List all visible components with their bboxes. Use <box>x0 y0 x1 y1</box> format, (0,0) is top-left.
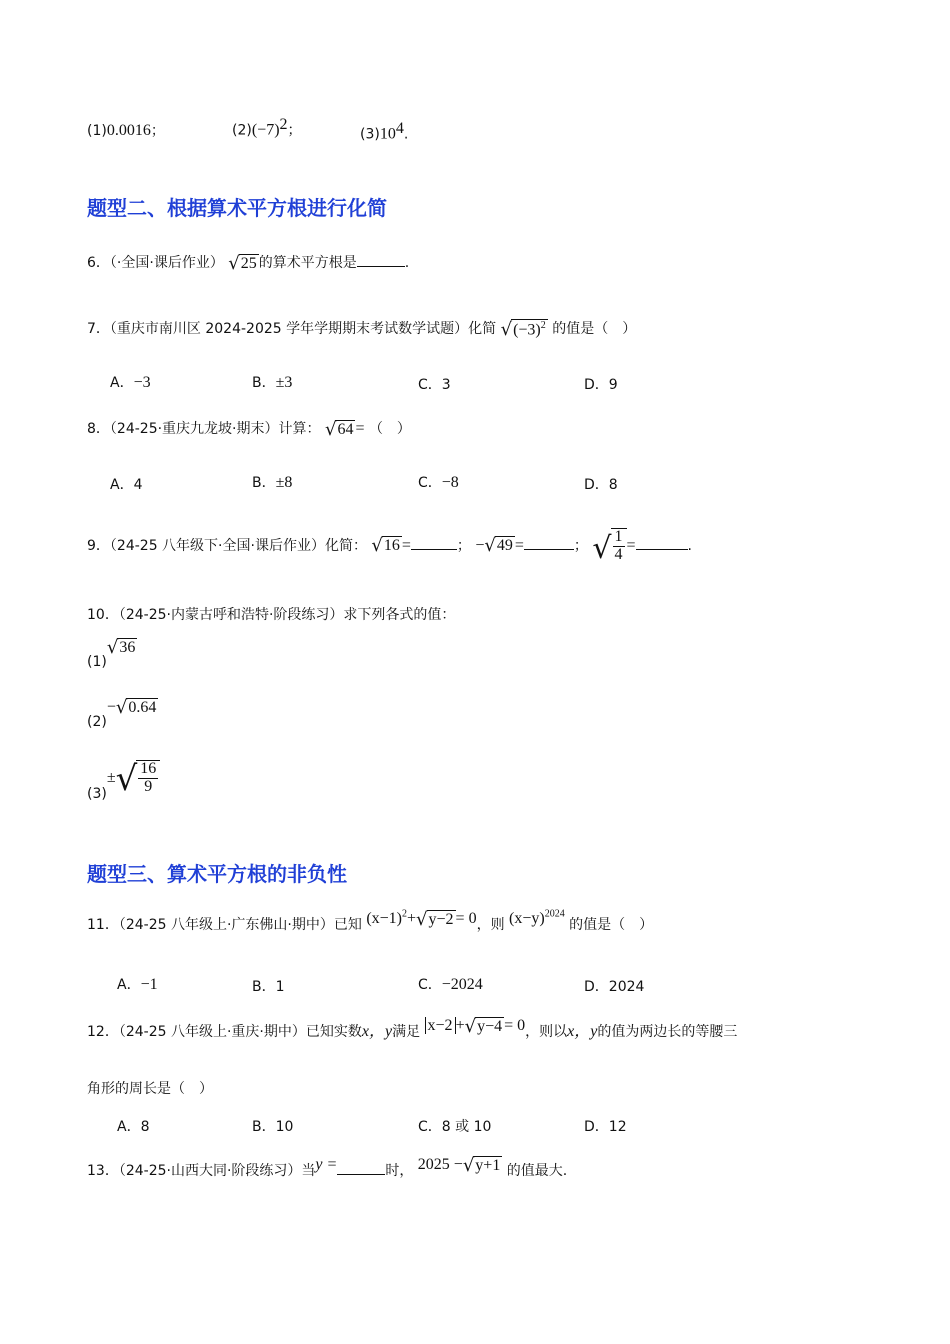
question-11: 11．（24-25 八年级上·广东佛山·期中）已知 $(x-1)^2+$ √ y−2 = 0，则 $(x-y)^{2024}$ 的值是（ ） <box>87 908 654 933</box>
q10-part-3: (3)± √ $\frac{16}{9}$ <box>87 760 160 796</box>
q12-option-d[interactable]: D．12 <box>584 1119 627 1135</box>
q10-part-1: (1) √ 36 <box>87 637 136 670</box>
q7-option-b[interactable]: B．±3 <box>252 374 293 391</box>
q11-option-b[interactable]: B．1 <box>252 979 285 995</box>
question-12: 12．（24-25 八年级上·重庆·期中）已知实数x，y满足 x−2 + √ y−4 = 0，则以x，y的值为两边长的等腰三 <box>87 1015 738 1040</box>
q7-option-a[interactable]: A．−3 <box>110 374 151 391</box>
section-title-2: 题型二、根据算术平方根进行化简 <box>87 196 387 220</box>
q8-option-a[interactable]: A．4 <box>110 477 143 493</box>
section-title-3: 题型三、算术平方根的非负性 <box>87 862 347 886</box>
q12-option-a[interactable]: A．8 <box>117 1119 150 1135</box>
q11-option-c[interactable]: C．−2024 <box>418 976 483 993</box>
question-13: 13．（24-25·山西大同·阶段练习）当y = 时， 2025 − √ y+1 的值最大. <box>87 1154 568 1179</box>
q8-option-c[interactable]: C．−8 <box>418 474 459 491</box>
q7-option-d[interactable]: D．9 <box>584 377 618 393</box>
sqrt-64: √ 64 <box>324 418 354 440</box>
q12-option-c[interactable]: C．8 或 10 <box>418 1119 492 1135</box>
question-9: 9．（24-25 八年级下·全国·课后作业）化简： √ 16 = ； − √ 49 = ； √ $\frac{1}{4}$ = . <box>87 528 692 566</box>
answer-blank <box>357 252 405 267</box>
question-10: 10．（24-25·内蒙古呼和浩特·阶段练习）求下列各式的值： <box>87 607 456 623</box>
q11-option-a[interactable]: A．−1 <box>117 976 158 993</box>
sqrt-16: √ 16 <box>371 535 400 557</box>
question-12-line-2: 角形的周长是（ ） <box>87 1081 213 1097</box>
sqrt-49: √ 49 <box>484 535 513 557</box>
q10-part-2: (2)− √ 0.64 <box>87 697 157 730</box>
answer-blank-1 <box>411 535 457 550</box>
answer-blank-3 <box>636 535 688 550</box>
q12-option-b[interactable]: B．10 <box>252 1119 294 1135</box>
top-part-1: (1)0.0016； <box>87 122 165 139</box>
q8-option-b[interactable]: B．±8 <box>252 474 293 491</box>
top-part-3: $(3)10^4$. <box>360 120 409 143</box>
answer-blank <box>337 1160 385 1175</box>
question-6: 6．（·全国·课后作业） √ 25 的算术平方根是 . <box>87 252 410 274</box>
top-part-2: $(2)(-7)^2$； <box>232 116 302 139</box>
q11-option-d[interactable]: D．2024 <box>584 979 645 995</box>
q8-option-d[interactable]: D．8 <box>584 477 618 493</box>
sqrt-one-quarter: √ $\frac{1}{4}$ <box>592 528 626 564</box>
q7-option-c[interactable]: C．3 <box>418 377 451 393</box>
answer-blank-2 <box>524 535 574 550</box>
sqrt-neg3-squared: √ $(-3)^2$ <box>500 319 546 341</box>
sqrt-25: √ 25 <box>228 252 257 274</box>
question-7: 7．（重庆市南川区 2024-2025 学年学期期末考试数学试题）化简 √ $(-3)^2$ 的值是（ ） <box>87 319 637 341</box>
question-8: 8．（24-25·重庆九龙坡·期末）计算： √ 64 = （ ） <box>87 418 411 440</box>
